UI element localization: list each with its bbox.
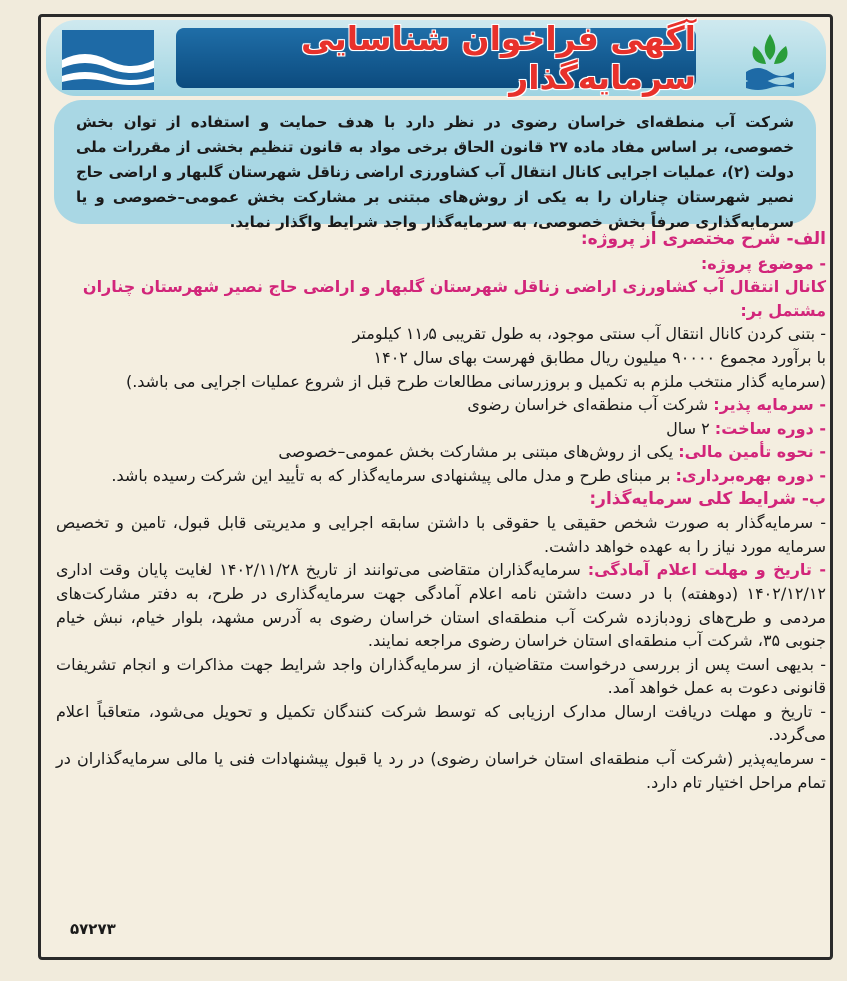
project-line-2: با برآورد مجموع ۹۰۰۰۰ میلیون ریال مطابق فهرست بهای سال ۱۴۰۲ [373, 347, 826, 367]
ad-body [56, 228, 826, 794]
build-row [56, 417, 826, 441]
water-wave-logo-icon [62, 30, 154, 90]
project-line-3: (سرمایه گذار منتخب ملزم به تکمیل و بروزرسانی مطالعات طرح قبل از شروع عملیات اجرایی می باشد.) [125, 371, 826, 391]
investor-conditions: - سرمایه‌گذار به صورت شخص حقیقی یا حقوقی با داشتن سابقه اجرایی و مدیریتی قابل قبول، تامین و تخصیص سرمایه مورد نیاز را به عهده خواهد داشت. [56, 513, 826, 556]
host-label: - سرمایه پذیر: [713, 395, 826, 415]
deadline-label: - تاریخ و مهلت اعلام آمادگی: [587, 560, 827, 580]
operation-row [56, 464, 826, 488]
note-1: - بدیهی است پس از بررسی درخواست متقاضیان، از سرمایه‌گذاران واجد شرایط جهت مذاکرات و انجام تشریفات قانونی دعوت به عمل خواهد آمد. [56, 654, 826, 698]
title-band [176, 19, 696, 97]
note-2: - تاریخ و مهلت دریافت ارسال مدارک ارزیابی که توسط شرکت کنندگان تکمیل و تحویل می‌شود، متعاقباً اعلام می‌گردد. [56, 701, 826, 745]
section-b-heading: ب- شرایط کلی سرمایه‌گذار: [589, 488, 826, 509]
finance-value: یکی از روش‌های مبتنی بر مشارکت بخش عمومی–خصوصی [278, 442, 679, 462]
operation-value: بر مبنای طرح و مدل مالی پیشنهادی سرمایه‌گذار که به تأیید این شرکت رسیده باشد. [111, 465, 676, 485]
finance-label: - نحوه تأمین مالی: [678, 442, 826, 462]
finance-row [56, 440, 826, 464]
note-3: - سرمایه‌پذیر (شرکت آب منطقه‌ای استان خراسان رضوی) در رد یا قبول پیشنهادات فنی یا مالی سرمایه‌گذاران در تمام مراحل اختیار تام دارد. [56, 749, 826, 792]
project-line-1: - بتنی کردن کانال انتقال آب سنتی موجود، به طول تقریبی ۱۱٫۵ کیلومتر [352, 324, 826, 344]
build-label: - دوره ساخت: [714, 418, 826, 438]
page-title: آگهی فراخوان شناسایی سرمایه‌گذار [301, 19, 696, 97]
build-value: ۲ سال [666, 418, 715, 438]
water-plant-logo-icon [740, 30, 800, 92]
intro-paragraph: شرکت آب منطقه‌ای خراسان رضوی در نظر دارد با هدف حمایت و استفاده از توان بخش خصوصی، بر اساس مفاد ماده ۲۷ قانون الحاق برخی مواد به قانون تنظیم بخشی از مقررات ملی دولت (۲)، عملیات اجرایی کانال انتقال آب کشاورزی اراضی زناقل شهرستان گلبهار و اراضی حاج نصیر شهرستان چناران را به یکی از روش‌های مبتنی بر مشارکت بخش عمومی–خصوصی و یا سرمایه‌گذاری صرفاً بخش خصوصی، به سرمایه‌گذار واجد شرایط واگذار نماید. [54, 100, 816, 224]
section-a-heading: الف- شرح مختصری از پروژه: [580, 229, 826, 249]
subject-label: - موضوع پروژه: [700, 253, 826, 273]
host-value: شرکت آب منطقه‌ای خراسان رضوی [467, 395, 714, 415]
ad-code: ۵۷۲۷۳ [70, 920, 116, 938]
host-row [56, 393, 826, 417]
deadline-row [56, 558, 826, 652]
subject-title: کانال انتقال آب کشاورزی اراضی زناقل شهرستان گلبهار و اراضی حاج نصیر شهرستان چناران مشتمل بر: [82, 277, 826, 320]
operation-label: - دوره بهره‌برداری: [675, 465, 826, 485]
deadline-text: سرمایه‌گذاران متقاضی می‌توانند از تاریخ ۱۴۰۲/۱۱/۲۸ لغایت پایان وقت اداری ۱۴۰۲/۱۲/۱۲ (دوهفته) با در دست داشتن نامه اعلام آمادگی جهت سرمایه‌گذاری در طرح، به دفتر مشارکت‌های مردمی و طرح‌های زودبازده شرکت آب منطقه‌ای استان خراسان رضوی به آدرس مشهد، بلوار خیام، نبش خیام جنوبی ۳۵، شرکت آب منطقه‌ای استان خراسان رضوی مراجعه نمایند. [56, 560, 826, 651]
